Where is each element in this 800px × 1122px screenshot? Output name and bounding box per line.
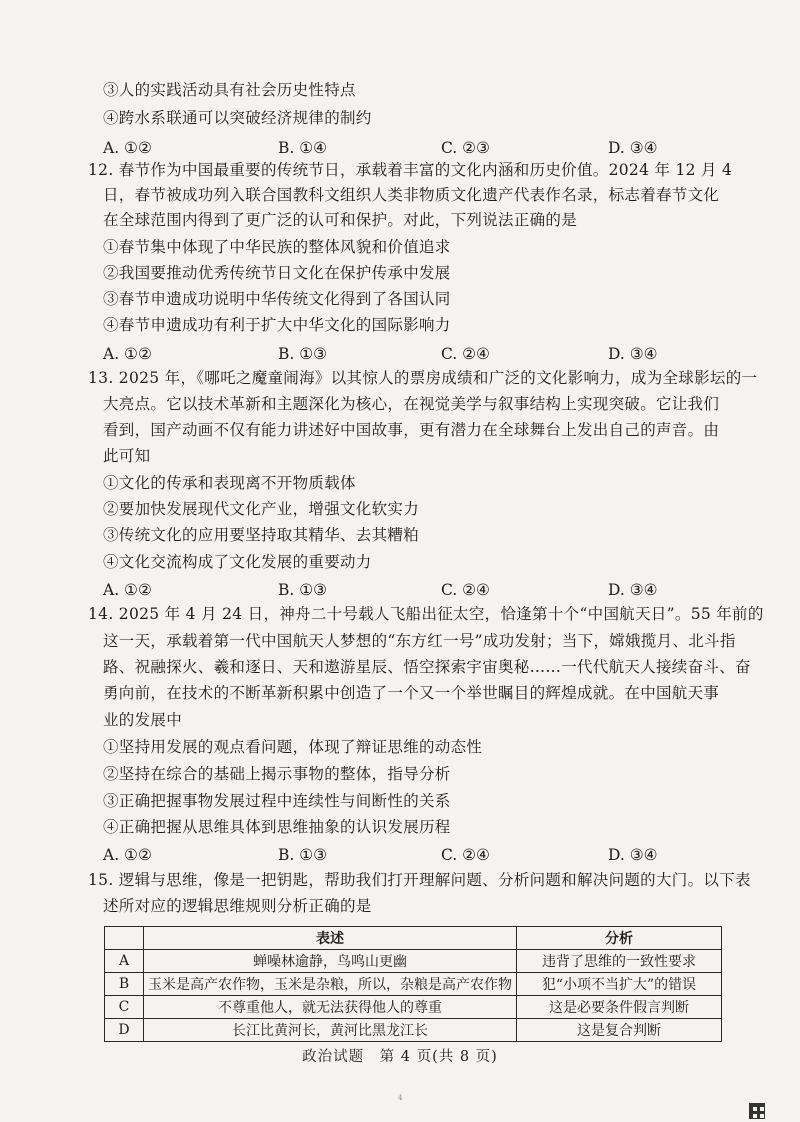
row-label: B xyxy=(105,973,144,996)
q14-stem-line-4: 勇向前，在技术的不断革新积累中创造了一个又一个举世瞩目的辉煌成就。在中国航天事 xyxy=(103,684,720,702)
q12-stem-line-2: 日，春节被成功列入联合国教科文组织人类非物质文化遗产代表作名录，标志着春节文化 xyxy=(103,186,720,204)
q13-option-2: ②要加快发展现代文化产业，增强文化软实力 xyxy=(103,500,420,518)
q12-choice-b[interactable]: B. ①③ xyxy=(278,345,328,363)
row-statement: 蝉噪林逾静，鸟鸣山更幽 xyxy=(144,950,517,973)
q12-option-3: ③春节申遗成功说明中华传统文化得到了各国认同 xyxy=(103,290,451,308)
row-analysis: 这是复合判断 xyxy=(517,1019,722,1042)
table-header-analysis: 分析 xyxy=(517,927,722,950)
q13-choice-a[interactable]: A. ①② xyxy=(103,581,152,599)
q13-stem-line-1: 13. 2025 年，《哪吒之魔童闹海》以其惊人的票房成绩和广泛的文化影响力，成为全球影坛的一 xyxy=(88,369,758,387)
q14-stem-line-3: 路、祝融探火、羲和逐日、天和遨游星辰、悟空探索宇宙奥秘……一代代航天人接续奋斗、奋 xyxy=(103,658,751,676)
q13-option-1: ①文化的传承和表现离不开物质载体 xyxy=(103,474,356,492)
q14-option-2: ②坚持在综合的基础上揭示事物的整体，指导分析 xyxy=(103,765,451,783)
q12-option-4: ④春节申遗成功有利于扩大中华文化的国际影响力 xyxy=(103,316,451,334)
logic-analysis-table xyxy=(104,926,722,1042)
table-row xyxy=(105,950,722,973)
table-header-row xyxy=(105,927,722,950)
q11-choice-c[interactable]: C. ②③ xyxy=(441,139,490,157)
table-row xyxy=(105,973,722,996)
row-label: D xyxy=(105,1019,144,1042)
row-statement: 不尊重他人，就无法获得他人的尊重 xyxy=(144,996,517,1019)
q14-option-1: ①坚持用发展的观点看问题，体现了辩证思维的动态性 xyxy=(103,738,483,756)
q12-choice-d[interactable]: D. ③④ xyxy=(608,345,658,363)
q11-choice-a[interactable]: A. ①② xyxy=(103,139,152,157)
q14-choice-d[interactable]: D. ③④ xyxy=(608,846,658,864)
q11-option-3: ③人的实践活动具有社会历史性特点 xyxy=(103,81,356,99)
qr-code-icon xyxy=(749,1103,765,1119)
table-row xyxy=(105,996,722,1019)
q12-option-2: ②我国要推动优秀传统节日文化在保护传承中发展 xyxy=(103,264,451,282)
q12-choices xyxy=(103,345,723,363)
q12-stem-line-1: 12. 春节作为中国最重要的传统节日，承载着丰富的文化内涵和历史价值。2024 年 12 月 4 xyxy=(88,161,733,179)
q14-stem-line-5: 业的发展中 xyxy=(103,711,183,729)
q14-choice-a[interactable]: A. ①② xyxy=(103,846,152,864)
q13-stem-line-4: 此可知 xyxy=(103,447,151,465)
q14-option-3: ③正确把握事物发展过程中连续性与间断性的关系 xyxy=(103,792,451,810)
row-label: A xyxy=(105,950,144,973)
q13-choice-c[interactable]: C. ②④ xyxy=(441,581,490,599)
row-statement: 长江比黄河长，黄河比黑龙江长 xyxy=(144,1019,517,1042)
q14-stem-line-2: 这一天，承载着第一代中国航天人梦想的“东方红一号”成功发射；当下，嫦娥揽月、北斗指 xyxy=(103,632,736,650)
page-footer: 政治试题 第 4 页(共 8 页) xyxy=(302,1049,498,1065)
q11-choice-d[interactable]: D. ③④ xyxy=(608,139,658,157)
q12-stem-line-3: 在全球范围内得到了更广泛的认可和保护。对此，下列说法正确的是 xyxy=(103,211,578,229)
q14-choices xyxy=(103,846,723,864)
small-page-number: 4 xyxy=(398,1094,403,1102)
row-label: C xyxy=(105,996,144,1019)
q13-choice-d[interactable]: D. ③④ xyxy=(608,581,658,599)
q13-stem-line-2: 大亮点。它以技术革新和主题深化为核心，在视觉美学与叙事结构上实现突破。它让我们 xyxy=(103,395,720,413)
q14-choice-b[interactable]: B. ①③ xyxy=(278,846,328,864)
table-row xyxy=(105,1019,722,1042)
q13-option-3: ③传统文化的应用要坚持取其精华、去其糟粕 xyxy=(103,526,420,544)
q11-choice-b[interactable]: B. ①④ xyxy=(278,139,328,157)
table-header-statement: 表述 xyxy=(144,927,517,950)
q12-option-1: ①春节集中体现了中华民族的整体风貌和价值追求 xyxy=(103,238,451,256)
row-analysis: 违背了思维的一致性要求 xyxy=(517,950,722,973)
q13-stem-line-3: 看到，国产动画不仅有能力讲述好中国故事，更有潜力在全球舞台上发出自己的声音。由 xyxy=(103,421,720,439)
row-statement: 玉米是高产农作物，玉米是杂粮，所以，杂粮是高产农作物 xyxy=(144,973,517,996)
q12-choice-c[interactable]: C. ②④ xyxy=(441,345,490,363)
q15-stem-line-2: 述所对应的逻辑思维规则分析正确的是 xyxy=(103,897,372,915)
q14-choice-c[interactable]: C. ②④ xyxy=(441,846,490,864)
table-header-label xyxy=(105,927,144,950)
row-analysis: 这是必要条件假言判断 xyxy=(517,996,722,1019)
q15-stem-line-1: 15. 逻辑与思维，像是一把钥匙，帮助我们打开理解问题、分析问题和解决问题的大门。以下表 xyxy=(88,871,751,889)
q14-stem-line-1: 14. 2025 年 4 月 24 日，神舟二十号载人飞船出征太空，恰逢第十个“中国航天日”。55 年前的 xyxy=(88,605,764,623)
q13-option-4: ④文化交流构成了文化发展的重要动力 xyxy=(103,553,372,571)
q13-choices xyxy=(103,581,723,599)
q13-choice-b[interactable]: B. ①③ xyxy=(278,581,328,599)
q14-option-4: ④正确把握从思维具体到思维抽象的认识发展历程 xyxy=(103,818,451,836)
q11-choices xyxy=(103,139,723,157)
row-analysis: 犯“小项不当扩大”的错误 xyxy=(517,973,722,996)
q12-choice-a[interactable]: A. ①② xyxy=(103,345,152,363)
q11-option-4: ④跨水系联通可以突破经济规律的制约 xyxy=(103,109,372,127)
